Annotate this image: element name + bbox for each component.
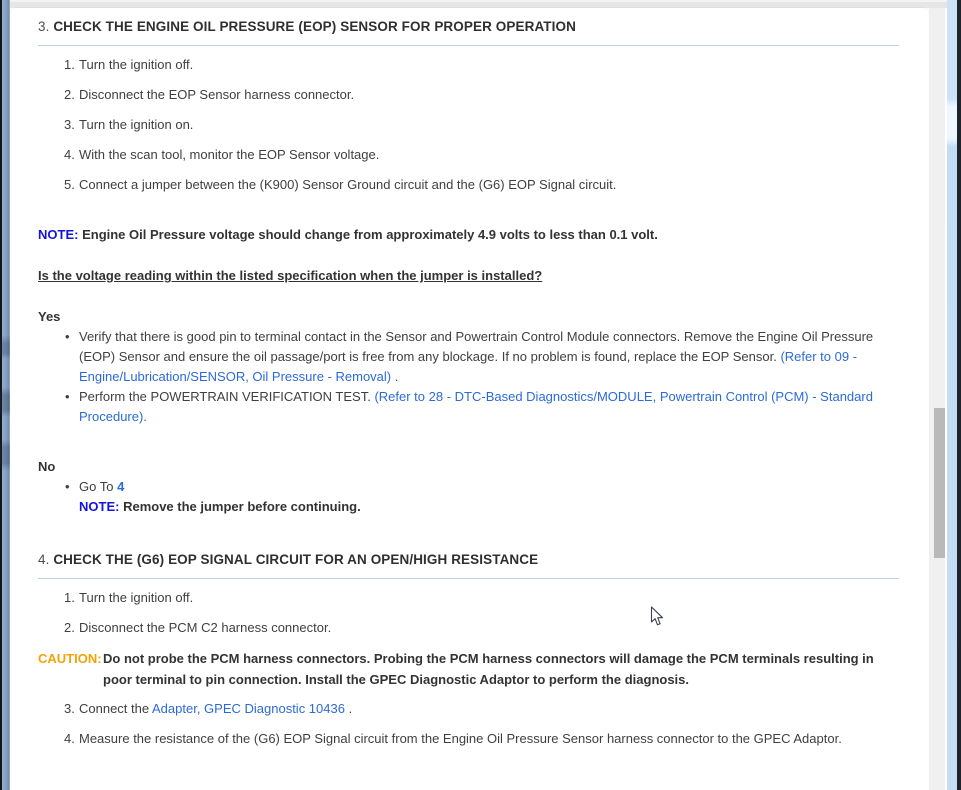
step-number: 2.	[64, 87, 75, 102]
section-heading	[38, 17, 899, 37]
section-title: CHECK THE ENGINE OIL PRESSURE (EOP) SENSOR FOR PROPER OPERATION	[53, 19, 576, 34]
step-number: 1.	[64, 590, 75, 605]
section-number: 4.	[38, 552, 50, 567]
inline-link[interactable]: (Refer to 09 - Engine/Lubrication/SENSOR, Oil Pressure - Removal)	[79, 349, 858, 384]
step-number: 5.	[64, 177, 75, 192]
yes-action-list	[38, 327, 899, 427]
step-text: Turn the ignition off.	[79, 57, 194, 72]
step-number: 2.	[64, 620, 75, 635]
action-item	[38, 477, 899, 517]
procedure-content-card	[10, 8, 929, 790]
note-text: Engine Oil Pressure voltage should change from approximately 4.9 volts to less than 0.1 volt.	[82, 227, 658, 242]
action-text[interactable]	[79, 389, 873, 424]
note-label: NOTE:	[79, 499, 120, 514]
inline-text: .	[391, 369, 399, 384]
inline-text: .	[344, 701, 353, 716]
step-text	[79, 731, 842, 746]
content-scrollbar-track[interactable]	[929, 8, 945, 790]
content-scrollbar-thumb[interactable]	[934, 408, 945, 558]
step-item	[38, 115, 899, 135]
caution-block	[38, 648, 899, 690]
section-test-step-3	[38, 17, 899, 517]
step-number: 3.	[64, 117, 75, 132]
no-label: No	[38, 459, 56, 474]
step-number: 4.	[64, 731, 75, 746]
no-action-list	[38, 477, 899, 517]
step-number: 4.	[64, 147, 75, 162]
step-item	[38, 699, 899, 719]
yes-label: Yes	[38, 309, 61, 324]
section-number: 3.	[38, 19, 50, 34]
decision-question: Is the voltage reading within the listed specification when the jumper is installed?	[38, 268, 543, 283]
inline-link[interactable]: (Refer to 28 - DTC-Based Diagnostics/MODULE, Powertrain Control (PCM) - Standard Procedure).	[79, 389, 873, 424]
heading-divider	[38, 45, 899, 46]
note-block	[38, 225, 899, 245]
step-item	[38, 145, 899, 165]
step-item	[38, 175, 899, 195]
step-text: Disconnect the PCM C2 harness connector.	[79, 620, 332, 635]
action-item	[38, 387, 899, 427]
step-text: Disconnect the EOP Sensor harness connector.	[79, 87, 355, 102]
step-item	[38, 55, 899, 75]
outer-scrollbar-strip[interactable]	[947, 0, 957, 790]
inline-text: Go To	[79, 479, 118, 494]
section-heading	[38, 550, 899, 570]
step-text: Connect a jumper between the (K900) Sensor Ground circuit and the (G6) EOP Signal circuit.	[79, 177, 617, 192]
inline-text: Connect the	[79, 701, 152, 716]
action-text[interactable]	[79, 329, 873, 384]
window-edge-right	[957, 0, 961, 790]
step-text: Turn the ignition on.	[79, 117, 194, 132]
step-item	[38, 588, 899, 608]
step-item	[38, 618, 899, 638]
step-number: 3.	[64, 701, 75, 716]
numbered-step-list	[38, 699, 899, 749]
step-item	[38, 729, 899, 749]
note-text: Remove the jumper before continuing.	[123, 499, 361, 514]
goto-link-line[interactable]	[79, 477, 899, 497]
caution-label: CAUTION:	[38, 651, 102, 666]
inline-text: Perform the POWERTRAIN VERIFICATION TEST.	[79, 389, 375, 404]
step-item	[38, 85, 899, 105]
inline-link[interactable]: Adapter, GPEC Diagnostic 10436	[152, 701, 345, 716]
inline-text: Verify that there is good pin to terminal contact in the Sensor and Powertrain Control Module connectors. Remove the Engine Oil Pressure (EOP) Sensor and ensure the oil passage/port is free from any blockage. If no problem is found, replace the EOP Sensor.	[79, 329, 874, 364]
inline-text: Measure the resistance of the (G6) EOP Signal circuit from the Engine Oil Pressure Sensor harness connector to the GPEC Adaptor.	[79, 731, 842, 746]
note-label: NOTE:	[38, 227, 79, 242]
numbered-step-list	[38, 55, 899, 195]
action-item	[38, 327, 899, 387]
caution-text: Do not probe the PCM harness connectors. Probing the PCM harness connectors will damage the PCM terminals resulting in poor terminal to pin connection. Install the GPEC Diagnostic Adaptor to perform the diagnosis.	[103, 651, 874, 687]
step-number: 1.	[64, 57, 75, 72]
section-test-step-4	[38, 550, 899, 749]
inline-link[interactable]: 4	[117, 479, 125, 494]
window-edge-left	[0, 0, 10, 790]
step-text: With the scan tool, monitor the EOP Sensor voltage.	[79, 147, 380, 162]
note-block	[79, 497, 899, 517]
step-text: Turn the ignition off.	[79, 590, 194, 605]
step-text[interactable]	[79, 701, 352, 716]
window-top-edge	[10, 0, 947, 8]
numbered-step-list	[38, 588, 899, 638]
section-title: CHECK THE (G6) EOP SIGNAL CIRCUIT FOR AN OPEN/HIGH RESISTANCE	[53, 552, 539, 567]
heading-divider	[38, 578, 899, 579]
